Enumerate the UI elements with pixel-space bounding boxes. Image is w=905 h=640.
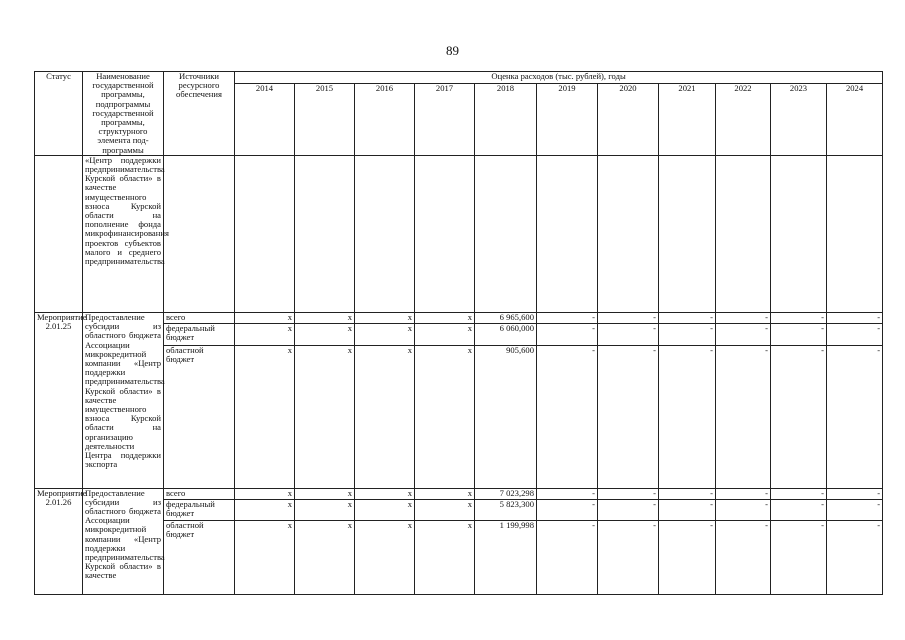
cell-value: х [235, 345, 295, 488]
header-year: 2018 [475, 83, 537, 155]
cell-value: - [659, 499, 716, 520]
cell-value: - [537, 499, 598, 520]
cell-value: 6 060,000 [475, 324, 537, 345]
measure-status: Мероприятие 2.01.26 [35, 488, 83, 594]
continuation-text: «Центр поддержки предпринимательства Курской области» в качестве имущественного взноса Курской области на пополнение фонда микрофинансирования проектов субъектов малого и среднего предпринимательства [83, 155, 164, 312]
cell-value: - [716, 488, 771, 499]
cell-value: - [771, 313, 827, 324]
cell-value: - [537, 313, 598, 324]
cell-value: - [598, 499, 659, 520]
measure-description: Предоставление субсидии из областного бюджета Ассоциации микрокредитной компании «Центр поддержки предпринимательства Курской области» в качестве [83, 488, 164, 594]
cell-value: х [295, 345, 355, 488]
header-year: 2015 [295, 83, 355, 155]
cell-value: х [295, 488, 355, 499]
source-label: областной бюджет [164, 521, 235, 595]
cell-value: - [827, 313, 883, 324]
page-number: 89 [446, 43, 459, 58]
cell-value: - [827, 345, 883, 488]
cell-value: х [235, 313, 295, 324]
cell-value: х [355, 345, 415, 488]
source-label: всего [164, 488, 235, 499]
source-label: федеральный бюджет [164, 324, 235, 345]
header-year: 2024 [827, 83, 883, 155]
header-sources: Источники ресурсного обеспечения [164, 72, 235, 156]
table-row [35, 313, 883, 324]
cell-value: х [415, 313, 475, 324]
cell-value: - [716, 313, 771, 324]
cell-value: - [771, 345, 827, 488]
cell-value: - [771, 499, 827, 520]
cell-value: х [415, 345, 475, 488]
measure-status: Мероприятие 2.01.25 [35, 313, 83, 489]
source-label: федеральный бюджет [164, 499, 235, 520]
cell-value: х [355, 313, 415, 324]
header-year: 2016 [355, 83, 415, 155]
cell-value: - [598, 521, 659, 595]
cell-value: - [771, 324, 827, 345]
cell-value: 1 199,998 [475, 521, 537, 595]
cell-value: - [827, 521, 883, 595]
header-year: 2021 [659, 83, 716, 155]
cell-value: 7 023,298 [475, 488, 537, 499]
cell-value: х [235, 324, 295, 345]
cell-value: х [295, 313, 355, 324]
cell-value: х [295, 499, 355, 520]
cell-value: х [235, 488, 295, 499]
cell-value: - [827, 324, 883, 345]
source-label: всего [164, 313, 235, 324]
cell-value: - [598, 313, 659, 324]
header-year: 2023 [771, 83, 827, 155]
cell-value: х [295, 324, 355, 345]
cell-value: - [827, 499, 883, 520]
cell-value: - [598, 488, 659, 499]
cell-value: - [598, 324, 659, 345]
cell-value: - [659, 521, 716, 595]
cell-value: - [716, 324, 771, 345]
cell-value: х [415, 488, 475, 499]
cell-value: х [355, 324, 415, 345]
cell-value: - [537, 488, 598, 499]
cell-value: - [716, 345, 771, 488]
cell-value: х [355, 499, 415, 520]
header-status: Статус [35, 72, 83, 156]
measure-description: Предоставление субсидии из областного бюджета Ассоциации микрокредитной компании «Центр поддержки предпринимательства Курской области» в качестве имущественного взноса Курской области на организацию деятельности Центра поддержки экспорта [83, 313, 164, 489]
cell-value: - [716, 521, 771, 595]
cell-value: - [716, 499, 771, 520]
cell-value: х [235, 521, 295, 595]
header-estimate: Оценка расходов (тыс. рублей), годы [235, 72, 883, 84]
cell-value: х [295, 521, 355, 595]
header-year: 2019 [537, 83, 598, 155]
header-year: 2022 [716, 83, 771, 155]
header-year: 2014 [235, 83, 295, 155]
cell-value: - [659, 488, 716, 499]
table-row [35, 488, 883, 499]
cell-value: х [415, 324, 475, 345]
cell-value: 5 823,300 [475, 499, 537, 520]
cell-value: 6 965,600 [475, 313, 537, 324]
cell-value: - [537, 324, 598, 345]
budget-table [34, 71, 883, 595]
cell-value: - [537, 521, 598, 595]
cell-value: - [771, 521, 827, 595]
cell-value: 905,600 [475, 345, 537, 488]
cell-value: - [827, 488, 883, 499]
cell-value: х [415, 521, 475, 595]
cell-value: х [235, 499, 295, 520]
cell-value: - [659, 324, 716, 345]
header-year: 2017 [415, 83, 475, 155]
cell-value: х [355, 488, 415, 499]
source-label: областной бюджет [164, 345, 235, 488]
cell-value: - [659, 313, 716, 324]
header-name: Наименование государственной программы, подпрограммы государственной программы, структурного элемента под-программы [83, 72, 164, 156]
header-year: 2020 [598, 83, 659, 155]
cell-value: - [771, 488, 827, 499]
continuation-row [35, 155, 883, 312]
cell-value: х [355, 521, 415, 595]
cell-value: - [537, 345, 598, 488]
cell-value: х [415, 499, 475, 520]
cell-value: - [659, 345, 716, 488]
cell-value: - [598, 345, 659, 488]
